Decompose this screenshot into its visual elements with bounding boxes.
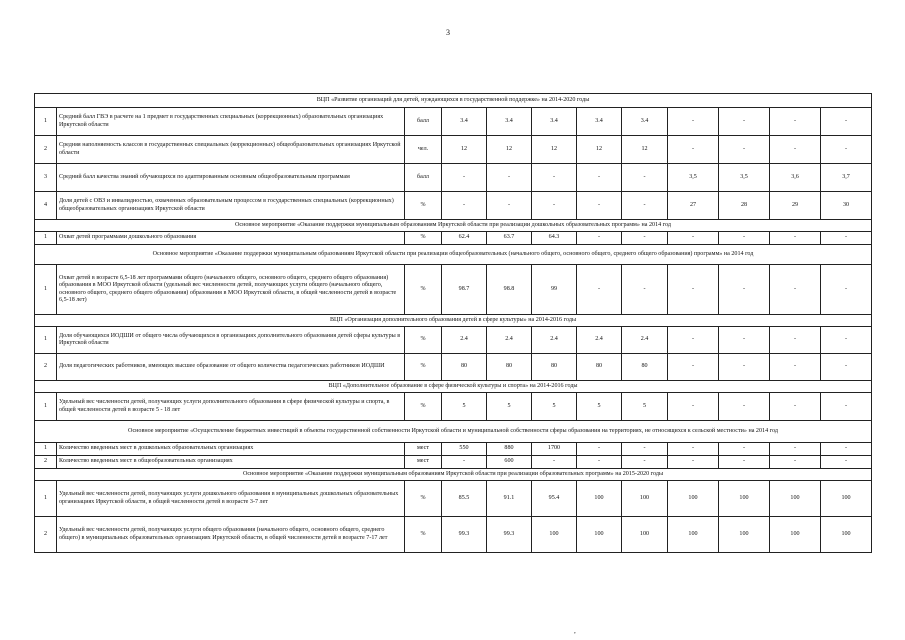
value-cell: 99.3: [487, 517, 532, 553]
value-cell: 5: [442, 393, 487, 421]
value-cell: 5: [622, 393, 668, 421]
value-cell: -: [442, 164, 487, 192]
indicator-name: Охват детей программами дошкольного образования: [57, 232, 405, 245]
value-cell: -: [821, 232, 872, 245]
value-cell: -: [770, 443, 821, 456]
value-cell: 12: [622, 136, 668, 164]
value-cell: 1700: [532, 443, 577, 456]
value-cell: -: [770, 327, 821, 354]
value-cell: 5: [487, 393, 532, 421]
value-cell: -: [770, 456, 821, 469]
value-cell: 80: [577, 354, 622, 381]
indicator-name: Средняя наполняемость классов в государственных специальных (коррекционных) общеобразовательных организациях Иркутской области: [57, 136, 405, 164]
value-cell: 80: [532, 354, 577, 381]
value-cell: -: [770, 393, 821, 421]
stray-mark: ,: [574, 627, 576, 635]
unit-cell: %: [405, 393, 442, 421]
indicator-name: Удельный вес численности детей, получающих услуги дополнительного образования в сфере физической культуры и спорта, в общей численности детей в возрасте 5 - 18 лет: [57, 393, 405, 421]
table-row: [35, 517, 872, 553]
value-cell: -: [719, 443, 770, 456]
value-cell: -: [668, 232, 719, 245]
unit-cell: балл: [405, 108, 442, 136]
section-header-row: [35, 381, 872, 393]
value-cell: 62.4: [442, 232, 487, 245]
value-cell: 2.4: [532, 327, 577, 354]
value-cell: 98.8: [487, 265, 532, 315]
value-cell: -: [770, 136, 821, 164]
value-cell: -: [770, 232, 821, 245]
value-cell: -: [770, 354, 821, 381]
value-cell: -: [668, 136, 719, 164]
value-cell: -: [719, 327, 770, 354]
value-cell: -: [719, 265, 770, 315]
unit-cell: %: [405, 192, 442, 220]
value-cell: 100: [622, 481, 668, 517]
section-title: ВЦП «Развитие организаций для детей, нуждающихся в государственной поддержке» на 2014-2020 годы: [35, 94, 872, 108]
value-cell: 29: [770, 192, 821, 220]
value-cell: -: [668, 443, 719, 456]
indicator-name: Охват детей в возрасте 6,5-18 лет программами общего (начального общего, основного общего, среднего общего образования) образования в МОО Иркутской области (удельный вес численности детей, получающих услуги общего (начального общего, основного общего, среднего общего образования) образования в МОО Иркутской области, в общей численности детей в возрасте 6,5-18 лет): [57, 265, 405, 315]
value-cell: 12: [532, 136, 577, 164]
value-cell: -: [719, 354, 770, 381]
value-cell: -: [668, 456, 719, 469]
value-cell: -: [668, 327, 719, 354]
value-cell: -: [577, 265, 622, 315]
value-cell: 100: [770, 517, 821, 553]
value-cell: -: [622, 164, 668, 192]
value-cell: -: [622, 192, 668, 220]
value-cell: 100: [821, 481, 872, 517]
value-cell: 98.7: [442, 265, 487, 315]
section-title: Основное мероприятие «Осуществление бюджетных инвестиций в объекты государственной собственности Иркутской области и муниципальной собственности сферы образования на территориях, не относящихся к сельской местности» на 2014 год: [35, 421, 872, 443]
indicator-name: Доля детей с ОВЗ и инвалидностью, охваченных образовательным процессом в государственных специальных (коррекционных) общеобразовательных организациях Иркутской области: [57, 192, 405, 220]
table-row: [35, 232, 872, 245]
value-cell: -: [719, 456, 770, 469]
row-number: 4: [35, 192, 57, 220]
value-cell: -: [719, 393, 770, 421]
row-number: 1: [35, 393, 57, 421]
indicator-name: Средний балл ГВЭ в расчете на 1 предмет в государственных специальных (коррекционных) образовательных организациях Иркутской области: [57, 108, 405, 136]
value-cell: 28: [719, 192, 770, 220]
value-cell: 100: [668, 517, 719, 553]
value-cell: -: [442, 192, 487, 220]
value-cell: 100: [532, 517, 577, 553]
table-row: [35, 136, 872, 164]
value-cell: 3,7: [821, 164, 872, 192]
value-cell: 99.3: [442, 517, 487, 553]
row-number: 1: [35, 443, 57, 456]
value-cell: 12: [577, 136, 622, 164]
table-row: [35, 393, 872, 421]
value-cell: 99: [532, 265, 577, 315]
value-cell: 30: [821, 192, 872, 220]
section-title: Основное мероприятие «Оказание поддержки муниципальным образованиям Иркутской области при реализации образовательных программ» на 2015-2020 годы: [35, 469, 872, 481]
value-cell: 100: [719, 481, 770, 517]
row-number: 1: [35, 327, 57, 354]
row-number: 1: [35, 232, 57, 245]
value-cell: -: [770, 265, 821, 315]
value-cell: -: [668, 354, 719, 381]
value-cell: 80: [622, 354, 668, 381]
table-row: [35, 265, 872, 315]
indicator-name: Количество введенных мест в дошкольных образовательных организациях: [57, 443, 405, 456]
value-cell: 3.4: [442, 108, 487, 136]
value-cell: 3,6: [770, 164, 821, 192]
value-cell: -: [719, 108, 770, 136]
value-cell: 3,5: [719, 164, 770, 192]
row-number: 2: [35, 136, 57, 164]
table-row: [35, 481, 872, 517]
value-cell: 2.4: [442, 327, 487, 354]
value-cell: 550: [442, 443, 487, 456]
indicator-name: Доля обучающихся ИОДШИ от общего числа обучающихся в организациях дополнительного образования детей сферы культуры в Иркутской области: [57, 327, 405, 354]
value-cell: 80: [442, 354, 487, 381]
table-row: [35, 456, 872, 469]
row-number: 2: [35, 456, 57, 469]
value-cell: 80: [487, 354, 532, 381]
value-cell: -: [770, 108, 821, 136]
value-cell: -: [821, 327, 872, 354]
value-cell: -: [668, 265, 719, 315]
value-cell: -: [622, 265, 668, 315]
indicators-table: [34, 93, 872, 553]
unit-cell: чел.: [405, 136, 442, 164]
row-number: 1: [35, 108, 57, 136]
unit-cell: %: [405, 232, 442, 245]
unit-cell: мест: [405, 443, 442, 456]
section-header-row: [35, 315, 872, 327]
unit-cell: %: [405, 481, 442, 517]
section-title: ВЦП «Организация дополнительного образования детей в сфере культуры» на 2014-2016 годы: [35, 315, 872, 327]
section-header-row: [35, 469, 872, 481]
indicator-name: Количество введенных мест в общеобразовательных организациях: [57, 456, 405, 469]
value-cell: -: [668, 393, 719, 421]
value-cell: -: [532, 456, 577, 469]
value-cell: 2.4: [622, 327, 668, 354]
value-cell: 600: [487, 456, 532, 469]
value-cell: -: [487, 192, 532, 220]
row-number: 1: [35, 481, 57, 517]
table-row: [35, 192, 872, 220]
value-cell: 3,5: [668, 164, 719, 192]
unit-cell: балл: [405, 164, 442, 192]
value-cell: 5: [577, 393, 622, 421]
value-cell: -: [622, 232, 668, 245]
value-cell: 100: [577, 481, 622, 517]
page-number: 3: [446, 28, 450, 37]
indicators-table-wrapper: [34, 93, 871, 553]
value-cell: -: [622, 443, 668, 456]
value-cell: -: [532, 164, 577, 192]
value-cell: 12: [487, 136, 532, 164]
value-cell: -: [821, 136, 872, 164]
value-cell: -: [821, 265, 872, 315]
table-body: [35, 94, 872, 553]
value-cell: 95.4: [532, 481, 577, 517]
value-cell: 3.4: [622, 108, 668, 136]
value-cell: -: [719, 232, 770, 245]
value-cell: 91.1: [487, 481, 532, 517]
unit-cell: %: [405, 354, 442, 381]
value-cell: -: [532, 192, 577, 220]
row-number: 2: [35, 517, 57, 553]
value-cell: 3.4: [577, 108, 622, 136]
indicator-name: Удельный вес численности детей, получающих услуги общего образования (начального общего, основного общего, среднего общего) в муниципальных образовательных организациях Иркутской области, в общей численности детей в возрасте 7-17 лет: [57, 517, 405, 553]
section-header-row: [35, 245, 872, 265]
indicator-name: Доля педагогических работников, имеющих высшее образование от общего количества педагогических работников ИОДШИ: [57, 354, 405, 381]
table-row: [35, 354, 872, 381]
value-cell: -: [821, 443, 872, 456]
value-cell: 100: [668, 481, 719, 517]
value-cell: -: [577, 164, 622, 192]
table-row: [35, 443, 872, 456]
value-cell: 2.4: [577, 327, 622, 354]
indicator-name: Удельный вес численности детей, получающих услуги дошкольного образования в муниципальных дошкольных образовательных организациях Иркутской области, в общей численности детей в возрасте 3-7 лет: [57, 481, 405, 517]
value-cell: 3.4: [532, 108, 577, 136]
value-cell: -: [577, 443, 622, 456]
value-cell: 100: [770, 481, 821, 517]
unit-cell: %: [405, 517, 442, 553]
value-cell: -: [821, 456, 872, 469]
value-cell: 64.3: [532, 232, 577, 245]
value-cell: -: [487, 164, 532, 192]
value-cell: 100: [577, 517, 622, 553]
value-cell: 100: [821, 517, 872, 553]
value-cell: -: [622, 456, 668, 469]
value-cell: 3.4: [487, 108, 532, 136]
value-cell: -: [719, 136, 770, 164]
table-row: [35, 164, 872, 192]
value-cell: 85.5: [442, 481, 487, 517]
row-number: 1: [35, 265, 57, 315]
value-cell: 27: [668, 192, 719, 220]
value-cell: 12: [442, 136, 487, 164]
unit-cell: мест: [405, 456, 442, 469]
value-cell: 63.7: [487, 232, 532, 245]
value-cell: -: [821, 354, 872, 381]
value-cell: 2.4: [487, 327, 532, 354]
unit-cell: %: [405, 265, 442, 315]
value-cell: 100: [719, 517, 770, 553]
value-cell: -: [442, 456, 487, 469]
section-title: Основное мероприятие «Оказание поддержки муниципальным образованиям Иркутской области при реализации общеобразовательных (начального общего, основного общего, среднего общего образования) программ» на 2014 год: [35, 245, 872, 265]
section-header-row: [35, 421, 872, 443]
value-cell: -: [577, 232, 622, 245]
row-number: 3: [35, 164, 57, 192]
table-row: [35, 108, 872, 136]
value-cell: -: [821, 393, 872, 421]
row-number: 2: [35, 354, 57, 381]
value-cell: 5: [532, 393, 577, 421]
value-cell: -: [577, 192, 622, 220]
value-cell: -: [821, 108, 872, 136]
table-row: [35, 327, 872, 354]
section-header-row: [35, 94, 872, 108]
section-title: Основное мероприятие «Оказание поддержки муниципальным образованиям Иркутской области при реализации дошкольных образовательных программ» на 2014 год: [35, 220, 872, 232]
section-header-row: [35, 220, 872, 232]
value-cell: 880: [487, 443, 532, 456]
indicator-name: Средний балл качества знаний обучающихся по адаптированным основным общеобразовательным программам: [57, 164, 405, 192]
value-cell: -: [668, 108, 719, 136]
value-cell: -: [577, 456, 622, 469]
value-cell: 100: [622, 517, 668, 553]
section-title: ВЦП «Дополнительное образование в сфере физической культуры и спорта» на 2014-2016 годы: [35, 381, 872, 393]
unit-cell: %: [405, 327, 442, 354]
